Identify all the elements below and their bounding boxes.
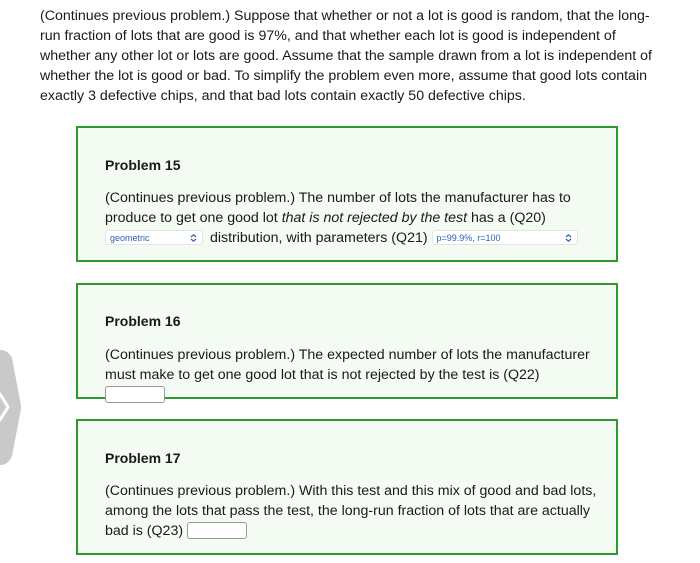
q21-select[interactable] — [432, 230, 578, 245]
side-nav-arrow[interactable] — [0, 350, 22, 465]
q20-selected-value: geometric — [110, 232, 150, 243]
problem-16-box — [76, 283, 618, 399]
problem-text-part: (Continues previous problem.) The number of lots the manufacturer has to produce to get one good lot — [105, 190, 571, 226]
updown-chevron-icon — [565, 234, 572, 242]
problem-15-box — [76, 126, 618, 262]
problem-17-box — [76, 419, 618, 555]
problem-title: Problem 17 — [105, 450, 181, 466]
problem-title: Problem 15 — [105, 157, 181, 173]
intro-paragraph: (Continues previous problem.) Suppose that whether or not a lot is good is random, that the long-run fraction of lots that are good is 97%, and that whether each lot is good is independent of whether any other lot or lots are good. Assume that the sample drawn from a lot is independent of whether the lot is good or bad. To simplify the problem even more, assume that good lots contain exactly 3 defective chips, and that bad lots contain exactly 50 defective chips. — [40, 8, 652, 104]
problem-text — [105, 481, 600, 541]
problem-text-part: (Continues previous problem.) With this test and this mix of good and bad lots, among the lots that pass the test, the long-run fraction of lots that are actually bad is (Q23) — [105, 483, 597, 539]
problem-title: Problem 16 — [105, 313, 181, 329]
q20-select[interactable] — [105, 230, 203, 245]
q23-answer-input[interactable] — [187, 522, 247, 539]
chevron-right-icon — [0, 350, 22, 465]
problem-text-part: has a (Q20) — [467, 210, 546, 226]
updown-chevron-icon — [190, 234, 197, 242]
q21-selected-value: p=99.9%, r=100 — [436, 232, 501, 243]
problem-text-part: distribution, with parameters (Q21) — [206, 230, 432, 246]
problem-text — [105, 188, 600, 248]
problem-text — [105, 345, 600, 405]
q22-answer-input[interactable] — [105, 386, 165, 403]
problem-text-part: (Continues previous problem.) The expected number of lots the manufacturer must make to get one good lot that is not rejected by the test is (Q22) — [105, 347, 590, 383]
problem-text-italic: that is not rejected by the test — [281, 210, 468, 226]
